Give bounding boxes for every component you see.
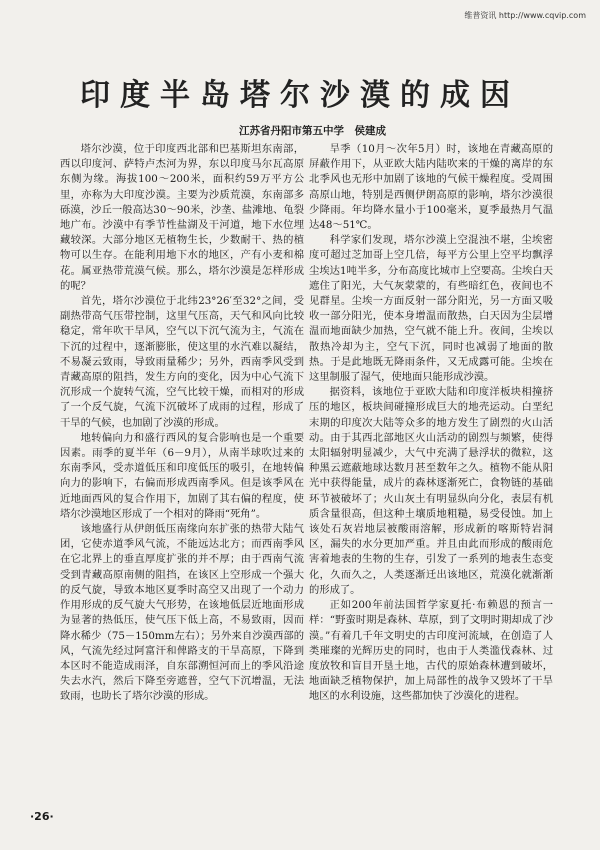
paragraph: 科学家们发现，塔尔沙漠上空混浊不堪，尘埃密度可超过芝加哥上空几倍，每平方公里上空平均飘浮尘埃达1吨半多，分布高度比城市上空要高。尘埃白天遮住了阳光，大气灰蒙蒙的，有些暗红色，夜间也不见群星。尘埃一方面反射一部分阳光，另一方面又吸收一部分阳光，使本身增温而散热，白天因为尘层增温而地面缺少加热，空气就不能上升。夜间，尘埃以散热冷却为主，空气下沉，同时也减弱了地面的散热。于是此地既无降雨条件，又无成露可能。尘埃在这里制服了湿气，使地面只能形成沙漠。 (309, 234, 553, 384)
paragraph: 首先，塔尔沙漠位于北纬23°26′至32°之间，受副热带高气压带控制，这里气压高，天气和风向比较稳定，常年吹干旱风，空气以下沉气流为主，气流在下沉的过程中，逐渐膨胀，使这里的水汽难以凝结，不易凝云致雨，导致雨量稀少；另外，西南季风受到青藏高原的阻挡，发生方向的变化，因为中心气流下沉形成一个旋转气流，空气比较干燥，而相对的形成了一个反气旋，气流下沉破坏了成雨的过程，形成了干旱的气候，也加剧了沙漠的形成。 (60, 295, 304, 429)
source-watermark: 维普资讯 http://www.cqvip.com (464, 11, 586, 20)
right-column (309, 142, 553, 705)
left-column (60, 142, 304, 705)
paragraph: 正如200年前法国哲学家夏托·布赖恩的预言一样：“野蛮时期是森林、草原，到了文明时期却成了沙漠。”有着几千年文明史的古印度河流域，在创造了人类璀璨的光辉历史的同时，也由于人类滥伐森林、过度放牧和盲目开垦土地，古代的原始森林遭到破坏，地面缺乏植物保护，加上局部性的战争又毁坏了干旱地区的水利设施，这些都加快了沙漠化的进程。 (309, 599, 553, 703)
article-byline: 江苏省丹阳市第五中学 侯建成 (239, 125, 386, 137)
paragraph: 旱季（10月～次年5月）时，该地在青藏高原的屏蔽作用下，从亚欧大陆内陆吹来的干燥的离岸的东北季风也无形中加剧了该地的气候干燥程度。受周围高原山地，特别是西侧伊朗高原的影响，塔尔沙漠很少降雨。年均降水量小于100毫米，夏季最热月气温达48～51℃。 (309, 143, 553, 232)
paragraph: 塔尔沙漠，位于印度西北部和巴基斯坦东南部，西以印度河、萨特卢杰河为界，东以印度马尔瓦高原东侧为缘。海拔100～200米，面积约59万平方公里，亦称为大印度沙漠。主要为沙质荒漠，东南部多砾漠，沙丘一般高达30～90米，沙垄、盐滩地、龟裂地广布。沙漠中有季节性盐湖及干河道，地下水位埋藏较深。大部分地区无植物生长，少数耐干、热的植物可以生存。在能利用地下水的地区，产有小麦和棉花。属亚热带荒漠气候。那么，塔尔沙漠是怎样形成的呢？ (60, 143, 304, 292)
paragraph: 地转偏向力和盛行西风的复合影响也是一个重要因素。雨季的夏半年（6－9月），从南半球吹过来的东南季风，受赤道低压和印度低压的吸引，在地转偏向力的影响下，右偏而形成西南季风。但是该季风在近地面西风的复合作用下，加剧了其右偏的程度，使塔尔沙漠地区形成了一个相对的降雨“死角”。 (60, 431, 304, 520)
article-title: 印度半岛塔尔沙漠的成因 (80, 78, 520, 113)
paragraph: 该地盛行从伊朗低压南缘向东扩张的热带大陆气团，它使赤道季风气流，不能远达北方；而西南季风在它北界上的垂直厚度扩张的并不厚；由于西南气流受到青藏高原南侧的阻挡，在该区上空形成一个强大的反气旋，导致本地区夏季时高空又出现了一个动力作用形成的反气旋大气形势，在该地低层近地面形成为显著的热低压，使气压下低上高，不易致雨，因而降水稀少（75－150mm左右）；另外来自沙漠西部的风，气流先经过阿富汗和俾路支的干旱高原，下降到本区时不能造成雨泽，自东部溯恒河而上的季风沿途失去水汽，然后下降至旁遮普，空气下沉增温，无法致雨，也助长了塔尔沙漠的形成。 (60, 523, 304, 703)
page-number: ·26· (30, 810, 54, 823)
paragraph: 据资料，该地位于亚欧大陆和印度洋板块相撞挤压的地区，板块间碰撞形成巨大的地壳运动。白垩纪末期的印度次大陆等众多的地方发生了剧烈的火山活动。由于其西北部地区火山活动的剧烈与频繁，使得太阳辐射明显减少，大气中充满了悬浮状的微粒，这种黑云遮蔽地球达数月甚至数年之久。植物不能从阳光中获得能量，成片的森林逐渐死亡，食物链的基础环节被破坏了；火山灰土有明显纵向分化，表层有机质含量很高，但这种土壤质地粗糙，易受侵蚀。加上该处石灰岩地层被酸雨溶解，形成新的喀斯特岩洞区，漏失的水分更加严重。并且由此而形成的酸雨危害着地表的生物的生存，引发了一系列的地表生态变化，久而久之，人类逐渐迁出该地区，荒漠化就渐渐的形成了。 (309, 386, 553, 596)
